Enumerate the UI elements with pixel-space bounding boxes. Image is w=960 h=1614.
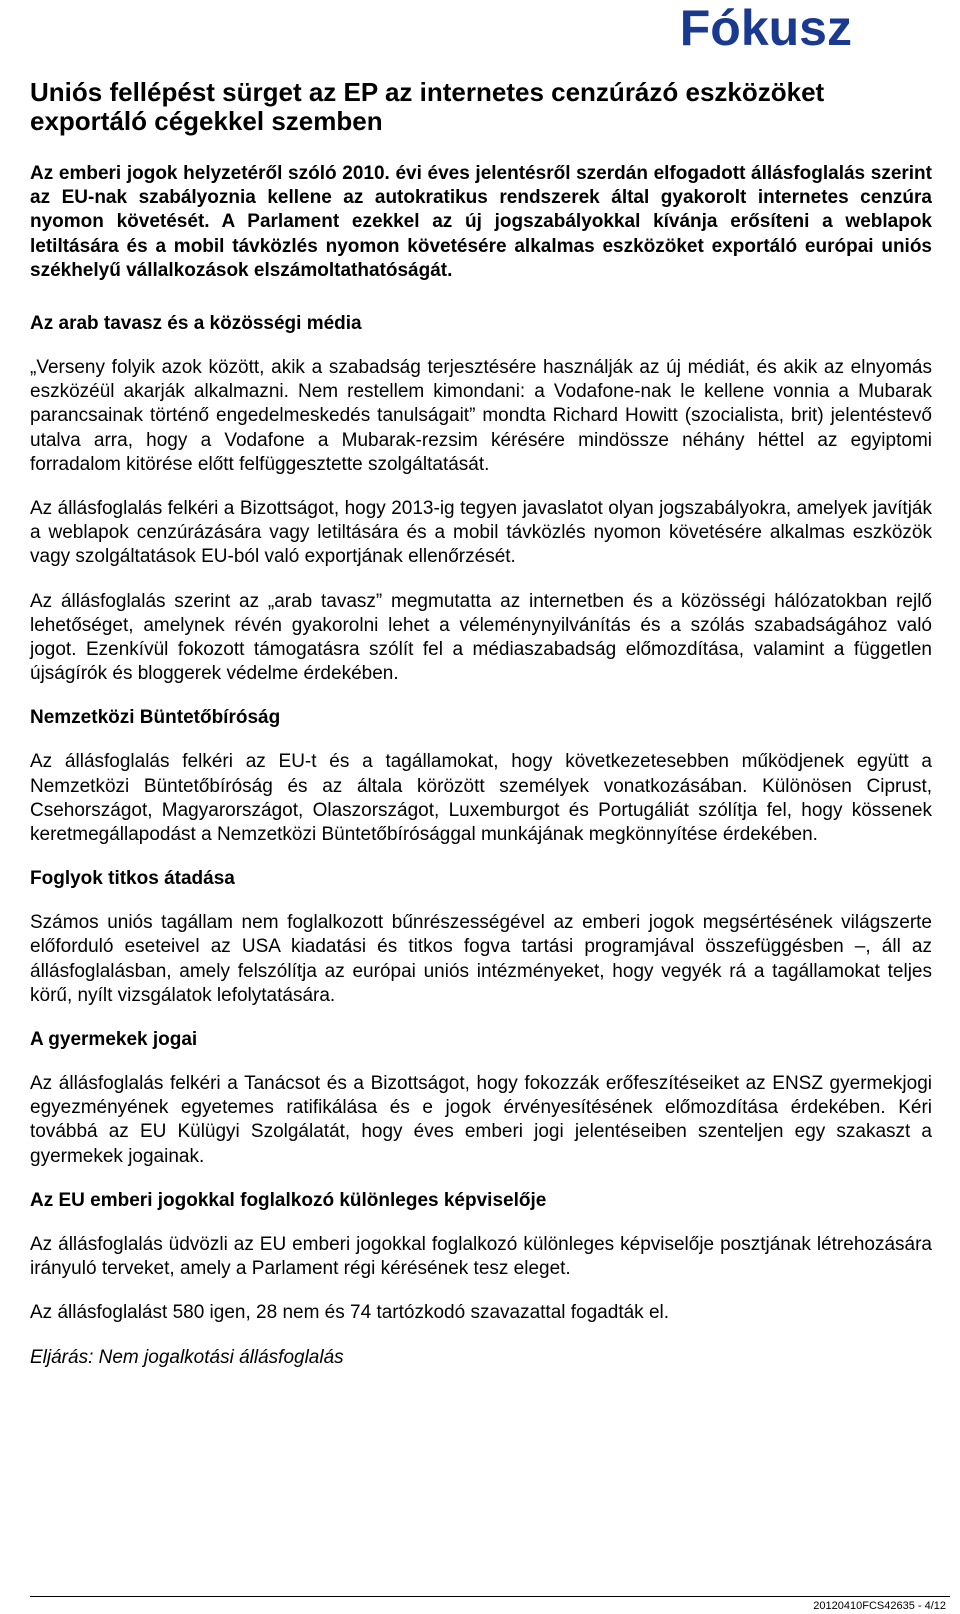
paragraph: Számos uniós tagállam nem foglalkozott bűnrészességével az emberi jogok megsértésének világszerte előforduló eseteivel az USA kiadatási és titkos fogva tartási programjával összefüggésben –, áll az állásfoglalásban, amely felszólítja az európai uniós intézményeket, hogy vegyék rá a tagállamokat teljes körű, nyílt vizsgálatok lefolytatására. [30, 912, 932, 1006]
footer-divider [30, 1596, 950, 1597]
section-heading-children: A gyermekek jogai [30, 1029, 198, 1051]
paragraph: Az állásfoglalás üdvözli az EU emberi jogokkal foglalkozó különleges képviselője posztjának létrehozására irányuló terveket, amely a Parlament régi kérésének tesz eleget. [30, 1233, 932, 1280]
section-heading-special-representative: Az EU emberi jogokkal foglalkozó különleges képviselője [30, 1189, 547, 1211]
footer-reference: 20120410FCS42635 - 4/12 [813, 1600, 946, 1612]
article-title: Uniós fellépést sürget az EP az internetes cenzúrázó eszközöket exportáló cégekkel szemben [30, 77, 825, 136]
paragraph: Az állásfoglalás szerint az „arab tavasz” megmutatta az internetben és a közösségi hálózatokban rejlő lehetőséget, amelynek révén gyakorolni lehet a véleménynyilvánítás és a szólás szabadságához való jogot. Ezenkívül fokozott támogatásra szólít fel a médiaszabadság előmozdítása, valamint a független újságírók és bloggerek védelme érdekében. [30, 590, 932, 685]
vote-result: Az állásfoglalást 580 igen, 28 nem és 74 tartózkodó szavazattal fogadták el. [30, 1302, 670, 1324]
paragraph: Az állásfoglalás felkéri a Tanácsot és a Bizottságot, hogy fokozzák erőfeszítéseiket az ENSZ gyermekjogi egyezményének egyetemes ratifikálása és e jogok érvényesítésének előmozdítása érdekében. Kéri továbbá az EU Külügyi Szolgálatát, hogy éves emberi jogi jelentéseiben szenteljen egy szakaszt a gyermekek jogainak. [30, 1073, 932, 1167]
section-heading-icc: Nemzetközi Büntetőbíróság [30, 707, 281, 729]
paragraph: „Verseny folyik azok között, akik a szabadság terjesztésére használják az új médiát, és akik az elnyomás eszközéül akarják alkalmazni. Nem restellem kimondani: a Vodafone-nak le kellene vonnia a Mubarak parancsainak történő engedelmeskedés tanulságait” mondta Richard Howitt (szocialista, brit) jelentéstevő utalva arra, hogy a Vodafone a Mubarak-rezsim kérésére mindössze néhány héttel az egyiptomi forradalom kitörése előtt felfüggesztette szolgáltatását. [30, 357, 932, 475]
section-heading-arab-spring: Az arab tavasz és a közösségi média [30, 313, 362, 335]
paragraph: Az állásfoglalás felkéri az EU-t és a tagállamokat, hogy következetesebben működjenek együtt a Nemzetközi Büntetőbíróság és az általa körözött személyek vonatkozásában. Különösen Ciprust, Csehországot, Magyarországot, Olaszországot, Luxemburgot és Portugáliát szólítja fel, hogy kössenek keretmegállapodást a Nemzetközi Büntetőbírósággal munkájának megkönnyítése érdekében. [30, 751, 932, 846]
procedure-note: Eljárás: Nem jogalkotási állásfoglalás [30, 1346, 344, 1368]
section-heading-rendition: Foglyok titkos átadása [30, 868, 235, 890]
section-label: Fókusz [679, 0, 852, 56]
article-lead: Az emberi jogok helyzetéről szóló 2010. évi éves jelentésről szerdán elfogadott állásfoglalás szerint az EU-nak szabályoznia kellene az autokratikus rendszerek által gyakorolt internetes cenzúra nyomon követését. A Parlament ezekkel az új jogszabályokkal kívánja erősíteni a weblapok letiltására és a mobil távközlés nyomon követésére alkalmas eszközöket exportáló európai uniós székhelyű vállalkozások elszámoltathatóságát. [30, 163, 932, 281]
paragraph: Az állásfoglalás felkéri a Bizottságot, hogy 2013-ig tegyen javaslatot olyan jogszabályokra, amelyek javítják a weblapok cenzúrázására vagy letiltására és a mobil távközlés nyomon követésére alkalmas eszközök vagy szolgáltatások EU-ból való exportjának ellenőrzését. [30, 498, 932, 568]
article [30, 78, 932, 1370]
